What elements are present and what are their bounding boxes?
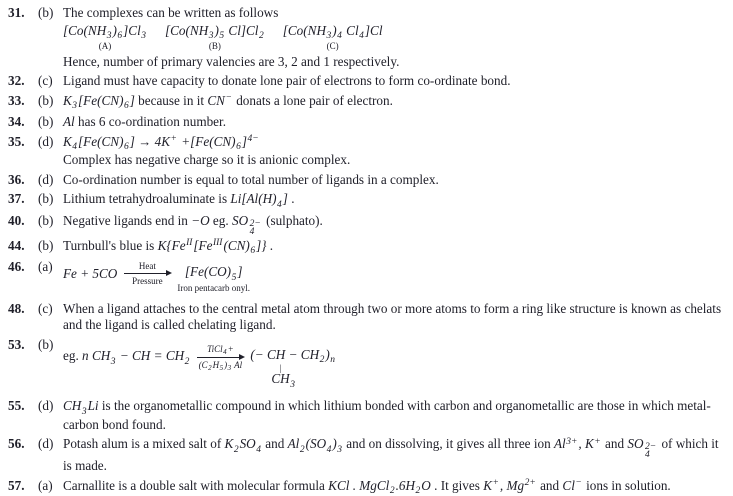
- chemical-formula: K: [63, 134, 72, 149]
- chemical-formula: [283, 23, 383, 38]
- answer-item: [0, 436, 725, 475]
- answer-text: Heat: [139, 261, 156, 271]
- answer-text: is the organometallic compound in which lithium bonded with carbon and organometallic are those in which metal-carbon bond found.: [63, 398, 711, 432]
- complex-formula-unit: [63, 23, 147, 52]
- answer-body: [63, 238, 725, 257]
- chemical-formula: CN: [207, 93, 225, 108]
- product-name-label: Iron pentacarb onyl.: [177, 283, 250, 294]
- product-stack: [177, 264, 250, 294]
- chemical-formula: SO: [240, 436, 256, 451]
- answer-item: [0, 259, 725, 298]
- question-number: 32.: [0, 73, 38, 90]
- reaction-condition-bottom: [199, 360, 243, 371]
- superscript: 3+: [566, 437, 577, 447]
- subscript: 6: [124, 142, 129, 152]
- chemical-formula: TiCl: [207, 344, 223, 354]
- question-number: 55.: [0, 398, 38, 433]
- chemical-formula: [250, 347, 336, 366]
- answer-item: [0, 5, 725, 70]
- question-number: 53.: [0, 337, 38, 396]
- answer-text: Potash alum is a mixed salt of: [63, 436, 225, 451]
- chemical-formula: [185, 264, 243, 283]
- superscript: III: [213, 238, 223, 248]
- reaction-equation: [63, 337, 725, 379]
- chemical-formula: [Co(NH: [63, 23, 106, 38]
- superscript: +: [171, 134, 177, 144]
- complex-formula-set: [63, 23, 725, 54]
- chemical-formula: Li: [88, 398, 99, 413]
- reactants: [63, 266, 117, 283]
- answer-text: .: [266, 238, 273, 253]
- subscript: 6: [117, 31, 122, 41]
- question-number: 36.: [0, 172, 38, 189]
- question-number: 57.: [0, 478, 38, 496]
- subscript: 3: [72, 101, 77, 111]
- chemical-formula: ]: [242, 134, 247, 149]
- subscript: 2: [300, 445, 305, 455]
- chemical-formula: ): [332, 23, 336, 38]
- superscript: II: [186, 238, 192, 248]
- formula-label: (A): [63, 41, 147, 51]
- reaction-arrow: [197, 344, 243, 371]
- subscript: 3: [141, 31, 146, 41]
- answer-text: and on dissolving, it gives all three ion: [343, 436, 554, 451]
- subscript: 3: [228, 364, 232, 372]
- answer-text: Co-ordination number is equal to total number of ligands in a complex.: [63, 172, 439, 187]
- question-number: 46.: [0, 259, 38, 298]
- chemical-formula: Cl: [562, 478, 574, 493]
- chemical-formula: [Fe: [193, 238, 212, 253]
- subscript: 3: [111, 357, 116, 367]
- answer-option: (b): [38, 93, 63, 112]
- question-number: 33.: [0, 93, 38, 112]
- subscript: 2: [416, 486, 421, 496]
- answer-item: [0, 114, 725, 131]
- reactants: [63, 348, 190, 367]
- answer-text: Lithium tetrahydroaluminate is: [63, 191, 230, 206]
- chemical-formula: ] → 4K: [130, 134, 170, 149]
- answer-text: Negative ligands end in: [63, 213, 191, 228]
- answer-body: [63, 301, 725, 334]
- answer-text: The complexes can be written as follows: [63, 5, 278, 20]
- answer-line: [63, 238, 725, 257]
- chemical-formula: [Fe(CN): [78, 134, 123, 149]
- superscript: −: [225, 93, 231, 103]
- subscript: 2: [320, 355, 325, 365]
- question-number: 48.: [0, 301, 38, 334]
- chemical-formula: SO: [232, 213, 248, 228]
- chemical-formula: Al: [288, 436, 300, 451]
- answer-body: [63, 436, 725, 475]
- subscript: 3: [326, 31, 331, 41]
- answer-line: [63, 213, 725, 235]
- reaction-arrow: [124, 261, 170, 286]
- answer-text: Carnallite is a double salt with molecular formula: [63, 478, 328, 493]
- answer-text: Turnbull's blue is: [63, 238, 158, 253]
- formula-label: (B): [165, 41, 265, 51]
- answer-body: [63, 191, 725, 210]
- answer-option: (b): [38, 337, 63, 396]
- chemical-formula: +[Fe(CN): [178, 134, 236, 149]
- complex-formula-unit: [283, 23, 383, 52]
- chemical-formula: (CN): [223, 238, 249, 253]
- answer-option: (c): [38, 301, 63, 334]
- chemical-formula: [165, 23, 265, 38]
- chemical-formula: [63, 23, 147, 38]
- answer-text: has 6 co-ordination number.: [75, 114, 226, 129]
- chemical-formula: (− CH − CH: [250, 347, 319, 362]
- chemical-formula: K: [225, 436, 234, 451]
- chemical-formula: K{Fe: [158, 238, 186, 253]
- answer-text: Pressure: [132, 276, 163, 286]
- answer-body: [63, 73, 725, 90]
- answer-line: [63, 5, 725, 22]
- chemical-formula: ]: [130, 93, 135, 108]
- answer-option: (b): [38, 191, 63, 210]
- subscript: 4: [250, 228, 255, 236]
- ion-charge-stack: [250, 220, 261, 236]
- question-number: 56.: [0, 436, 38, 475]
- answer-text: Ligand must have capacity to donate lone pair of electrons to form co-ordinate bond.: [63, 73, 511, 88]
- answer-text: . It gives: [431, 478, 483, 493]
- chemical-formula: [Fe(CN): [78, 93, 123, 108]
- reaction-condition-bottom: [132, 276, 163, 286]
- formula-label: (C): [283, 41, 383, 51]
- chemical-formula: ]Cl: [365, 23, 383, 38]
- subscript: 4: [359, 31, 364, 41]
- answer-item: [0, 93, 725, 112]
- subscript: 3: [337, 445, 342, 455]
- superscript: +: [594, 437, 600, 447]
- chemical-formula: ]Cl: [123, 23, 141, 38]
- subscript: 6: [236, 142, 241, 152]
- answer-text: of which it is made.: [63, 436, 719, 473]
- chemical-formula: ): [224, 360, 227, 370]
- ion-charge-stack: [645, 443, 656, 459]
- answer-body: [63, 213, 725, 235]
- answer-line: [63, 73, 725, 90]
- answer-text: Hence, number of primary valencies are 3, 2 and 1 respectively.: [63, 54, 399, 69]
- subscript: 2: [259, 31, 264, 41]
- chemical-formula: [Co(NH: [165, 23, 208, 38]
- answer-text: and: [602, 436, 628, 451]
- answer-item: [0, 301, 725, 334]
- chemical-formula: (SO: [306, 436, 327, 451]
- subscript: 2: [390, 486, 395, 496]
- answer-body: [63, 337, 725, 396]
- answer-line: [63, 93, 725, 112]
- subscript: 5: [220, 364, 224, 372]
- subscript: 4: [72, 142, 77, 152]
- subscript: 3: [290, 380, 295, 390]
- complex-formula-unit: [165, 23, 265, 52]
- question-number: 37.: [0, 191, 38, 210]
- chemical-formula: −O: [191, 213, 209, 228]
- answer-item: [0, 191, 725, 210]
- answer-option: (b): [38, 213, 63, 235]
- chemical-formula: SO: [627, 436, 643, 451]
- question-number: 35.: [0, 134, 38, 169]
- reaction-condition-top: [207, 344, 234, 355]
- subscript: 3: [209, 31, 214, 41]
- answer-line: [63, 478, 725, 496]
- answer-option: (b): [38, 238, 63, 257]
- chemical-formula: KCl . MgCl: [328, 478, 389, 493]
- answer-item: [0, 337, 725, 396]
- answer-text: eg.: [63, 348, 82, 363]
- chemical-formula: [Co(NH: [283, 23, 326, 38]
- answer-body: [63, 478, 725, 496]
- subscript: 4: [645, 451, 650, 459]
- answer-option: (d): [38, 172, 63, 189]
- branch-bond-line: |: [279, 365, 281, 372]
- subscript: 5: [219, 31, 224, 41]
- answer-line: [63, 172, 725, 189]
- answer-option: (d): [38, 436, 63, 475]
- chemical-formula: − CH = CH: [117, 348, 185, 363]
- answer-item: [0, 172, 725, 189]
- chemical-formula: [Fe(CO): [185, 264, 231, 279]
- branch-group: [271, 372, 296, 388]
- subscript: 6: [250, 246, 255, 256]
- answer-line: [63, 436, 725, 475]
- arrow-line-icon: [124, 273, 170, 274]
- chemical-formula: ): [325, 347, 329, 362]
- answer-line: [63, 134, 725, 153]
- product-with-branch: [250, 347, 336, 389]
- chemical-formula: Al: [232, 360, 242, 370]
- subscript: 5: [232, 273, 237, 283]
- answer-text: (sulphato).: [263, 213, 323, 228]
- answer-key-page: [0, 5, 725, 496]
- chemical-formula: O: [421, 478, 431, 493]
- chemical-formula: .6H: [396, 478, 415, 493]
- subscript: n: [330, 355, 335, 365]
- answer-line: [63, 398, 725, 433]
- chemical-formula: Cl]Cl: [225, 23, 258, 38]
- chemical-formula: Fe + 5CO: [63, 266, 117, 281]
- arrow-line-icon: [197, 357, 243, 358]
- chemical-formula: K: [483, 478, 492, 493]
- chemical-formula: H: [213, 360, 220, 370]
- chemical-formula: +: [228, 344, 234, 354]
- answer-body: [63, 114, 725, 131]
- answer-item: [0, 398, 725, 433]
- subscript: 2: [234, 445, 239, 455]
- question-number: 31.: [0, 5, 38, 70]
- answer-option: (b): [38, 5, 63, 70]
- superscript: −: [575, 478, 581, 488]
- answer-text: because in it: [135, 93, 208, 108]
- answer-text: Complex has negative charge so it is anionic complex.: [63, 152, 350, 167]
- superscript: 2+: [525, 478, 536, 488]
- subscript: 4: [327, 445, 332, 455]
- answer-body: [63, 134, 725, 169]
- superscript: 2−: [250, 220, 261, 228]
- answer-line: [63, 152, 725, 169]
- answer-line: [63, 54, 725, 71]
- chemical-formula: ]: [237, 264, 242, 279]
- chemical-formula: ]}: [256, 238, 266, 253]
- answer-option: (a): [38, 478, 63, 496]
- chemical-formula: CH: [63, 398, 81, 413]
- answer-text: and: [537, 478, 563, 493]
- subscript: 4: [223, 348, 227, 356]
- answer-option: (d): [38, 398, 63, 433]
- answer-body: [63, 93, 725, 112]
- answer-body: [63, 5, 725, 70]
- chemical-formula: ): [332, 436, 336, 451]
- chemical-formula: Cl: [343, 23, 359, 38]
- answer-item: [0, 213, 725, 235]
- answer-body: [63, 398, 725, 433]
- subscript: 3: [107, 31, 112, 41]
- superscript: +: [492, 478, 498, 488]
- reaction-equation: [63, 259, 725, 289]
- answer-option: (b): [38, 114, 63, 131]
- chemical-formula: K: [63, 93, 72, 108]
- answer-body: [63, 172, 725, 189]
- answer-text: and: [262, 436, 288, 451]
- chemical-formula: ): [112, 23, 116, 38]
- chemical-formula: , K: [578, 436, 593, 451]
- answer-item: [0, 478, 725, 496]
- answer-text: ions in solution.: [583, 478, 671, 493]
- answer-option: (d): [38, 134, 63, 169]
- chemical-formula: Li[Al(H): [230, 191, 276, 206]
- answer-body: [63, 259, 725, 298]
- subscript: 4: [337, 31, 342, 41]
- subscript: 6: [124, 101, 129, 111]
- answer-line: [63, 114, 725, 131]
- answer-item: [0, 134, 725, 169]
- answer-item: [0, 238, 725, 257]
- subscript: 3: [82, 407, 87, 417]
- answer-text: .: [288, 191, 295, 206]
- subscript: 4: [277, 200, 282, 210]
- chemical-formula: CH: [271, 371, 289, 386]
- answer-text: eg.: [210, 213, 232, 228]
- chemical-formula: ]: [283, 191, 288, 206]
- superscript: 2−: [645, 443, 656, 451]
- chemical-formula: Al: [554, 436, 566, 451]
- subscript: 2: [185, 357, 190, 367]
- chemical-formula: Al: [63, 114, 75, 129]
- subscript: 4: [256, 445, 261, 455]
- chemical-formula: (C: [199, 360, 208, 370]
- answer-option: (a): [38, 259, 63, 298]
- chemical-formula: , Mg: [500, 478, 524, 493]
- question-number: 40.: [0, 213, 38, 235]
- reaction-condition-top: [139, 261, 156, 271]
- superscript: 4−: [247, 134, 258, 144]
- answer-line: [63, 191, 725, 210]
- question-number: 34.: [0, 114, 38, 131]
- answer-text: donats a lone pair of electron.: [233, 93, 393, 108]
- chemical-formula: n CH: [82, 348, 110, 363]
- answer-line: [63, 301, 725, 334]
- question-number: 44.: [0, 238, 38, 257]
- answer-item: [0, 73, 725, 90]
- subscript: 2: [208, 364, 212, 372]
- answer-text: When a ligand attaches to the central metal atom through two or more atoms to form a ring like structure is known as chelats and the ligand is called chelating ligand.: [63, 301, 721, 333]
- chemical-formula: ): [214, 23, 218, 38]
- answer-option: (c): [38, 73, 63, 90]
